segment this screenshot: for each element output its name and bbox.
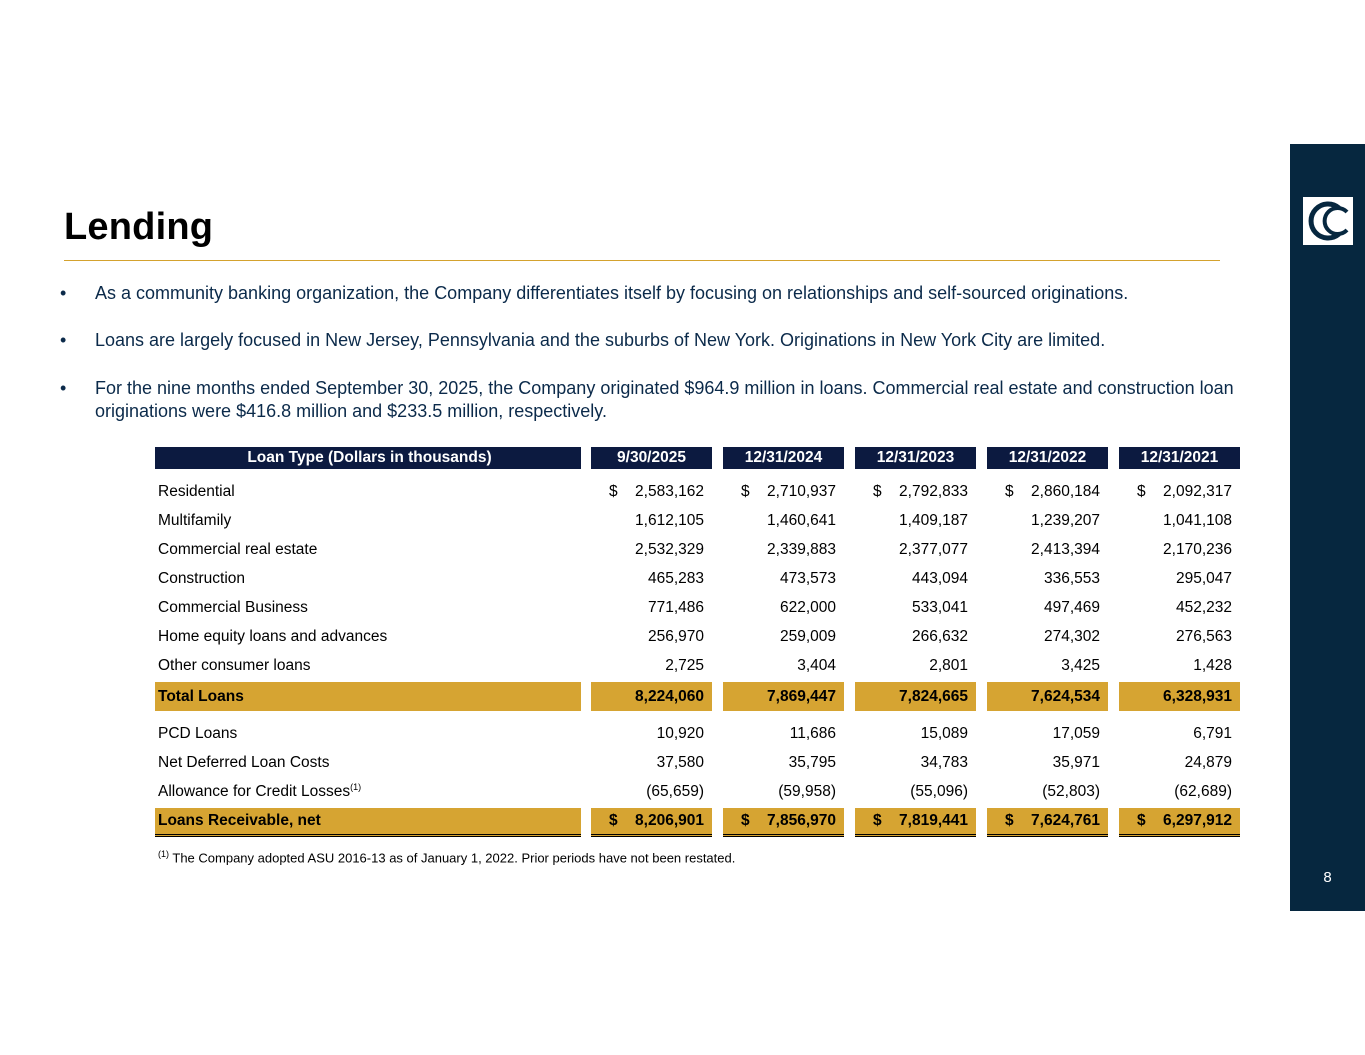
value-text: 533,041 [911,598,968,616]
value-cell [723,719,844,748]
value-cell [1119,682,1240,711]
value-cell [855,777,976,806]
value-cell [987,748,1108,777]
value-cell [723,748,844,777]
value-cell [723,477,844,506]
table-row [155,651,1240,680]
value-text: 1,612,105 [635,511,704,529]
value-text: 771,486 [647,598,704,616]
value-text: 10,920 [656,724,704,742]
value-cell [591,719,712,748]
value-cell [723,622,844,651]
row-label [155,719,581,748]
table-row [155,564,1240,593]
value-text: 2,710,937 [767,482,836,500]
bullet-marker: • [60,283,67,303]
value-cell [591,535,712,564]
value-cell [855,622,976,651]
value-cell [591,808,712,837]
table-row [155,748,1240,777]
dollar-sign: $ [1005,812,1014,829]
value-cell [1119,506,1240,535]
value-cell [1119,622,1240,651]
row-label-text: Multifamily [158,511,232,529]
value-cell [1119,564,1240,593]
row-label-text: Home equity loans and advances [158,627,388,645]
row-label-text: Commercial Business [158,598,308,616]
value-cell [855,719,976,748]
value-text: 17,059 [1052,724,1100,742]
value-text: 1,409,187 [899,511,968,529]
value-cell [987,593,1108,622]
value-text: 622,000 [779,598,836,616]
bullet-item [60,282,1260,305]
value-cell [723,808,844,837]
row-label [155,593,581,622]
value-cell [987,808,1108,837]
row-label-text: Net Deferred Loan Costs [158,753,330,771]
header-loan-type: Loan Type (Dollars in thousands) [155,447,581,469]
value-text: 1,041,108 [1163,511,1232,529]
value-cell [855,748,976,777]
value-text: (62,689) [1174,782,1232,800]
row-label-text: Other consumer loans [158,656,311,674]
value-cell [723,593,844,622]
value-cell [591,777,712,806]
value-cell [1119,535,1240,564]
row-label-text: Residential [158,482,235,500]
value-text: 1,428 [1193,656,1232,674]
value-cell [855,593,976,622]
value-cell [987,564,1108,593]
row-label [155,777,581,806]
row-label [155,682,581,711]
value-cell [987,719,1108,748]
value-text: 37,580 [656,753,704,771]
value-text: 2,725 [665,656,704,674]
page-number: 8 [1323,869,1332,886]
header-col: 12/31/2024 [723,447,844,469]
value-cell [1119,777,1240,806]
value-cell [591,622,712,651]
value-cell [987,535,1108,564]
value-text: 7,869,447 [767,687,836,705]
value-cell [723,777,844,806]
value-cell [855,535,976,564]
dollar-sign: $ [741,812,750,829]
header-col: 12/31/2022 [987,447,1108,469]
value-text: 8,224,060 [635,687,704,705]
total-row [155,682,1240,711]
value-cell [723,682,844,711]
bullet-marker: • [60,330,67,350]
title-divider [64,260,1220,261]
value-text: 6,328,931 [1163,687,1232,705]
bullet-list [60,282,1260,447]
value-text: (65,659) [646,782,704,800]
value-cell [987,477,1108,506]
row-label-text: Allowance for Credit Losses [158,783,351,801]
value-text: 497,469 [1043,598,1100,616]
row-label [155,651,581,680]
value-text: 2,860,184 [1031,482,1100,500]
value-text: 2,092,317 [1163,482,1232,500]
table-row [155,477,1240,506]
value-text: 3,404 [797,656,836,674]
value-text: 34,783 [920,753,968,771]
value-text: 3,425 [1061,656,1100,674]
value-text: 24,879 [1184,753,1232,771]
bullet-text: Loans are largely focused in New Jersey, Pennsylvania and the suburbs of New York. Originations in New York City are limited. [95,330,1106,350]
value-text: 1,239,207 [1031,511,1100,529]
row-label-text: Loans Receivable, net [158,812,321,829]
row-label [155,808,581,837]
value-text: 1,460,641 [767,511,836,529]
value-cell [855,506,976,535]
value-cell [855,682,976,711]
value-cell [1119,593,1240,622]
value-text: 2,413,394 [1031,540,1100,558]
row-label [155,564,581,593]
table-row [155,593,1240,622]
value-cell [591,506,712,535]
value-cell [987,622,1108,651]
header-col: 9/30/2025 [591,447,712,469]
value-cell [987,682,1108,711]
value-cell [987,506,1108,535]
header-col: 12/31/2023 [855,447,976,469]
value-text: 7,856,970 [767,812,836,829]
value-text: 2,377,077 [899,540,968,558]
value-cell [1119,808,1240,837]
footnote [158,849,735,865]
value-cell [591,748,712,777]
dollar-sign: $ [1137,482,1146,500]
table-row [155,719,1240,748]
value-text: 259,009 [779,627,836,645]
value-cell [987,651,1108,680]
value-text: 274,302 [1043,627,1100,645]
dollar-sign: $ [1137,812,1146,829]
row-label [155,477,581,506]
sidebar-band [1290,144,1365,911]
dollar-sign: $ [609,812,618,829]
value-cell [723,651,844,680]
value-cell [1119,477,1240,506]
value-text: 2,170,236 [1163,540,1232,558]
value-cell [723,535,844,564]
value-cell [855,808,976,837]
value-text: 35,971 [1052,753,1100,771]
value-text: 256,970 [647,627,704,645]
value-text: 6,297,912 [1163,812,1232,829]
value-text: 473,573 [779,569,836,587]
value-text: (55,096) [910,782,968,800]
dollar-sign: $ [741,482,750,500]
company-logo-icon [1303,197,1353,245]
value-text: 266,632 [911,627,968,645]
value-text: 15,089 [920,724,968,742]
row-label-text: PCD Loans [158,724,238,742]
value-text: (59,958) [778,782,836,800]
value-text: 465,283 [647,569,704,587]
value-cell [1119,719,1240,748]
value-text: 336,553 [1043,569,1100,587]
value-text: 443,094 [911,569,968,587]
value-cell [723,506,844,535]
value-cell [1119,748,1240,777]
value-cell [987,777,1108,806]
row-label [155,535,581,564]
value-text: 8,206,901 [635,812,704,829]
value-cell [1119,651,1240,680]
table-header-row [155,447,1240,469]
loans-table [155,447,1240,837]
row-label-text: Total Loans [158,687,244,705]
value-text: (52,803) [1042,782,1100,800]
value-cell [591,682,712,711]
row-label [155,748,581,777]
bullet-marker: • [60,378,67,398]
value-text: 452,232 [1175,598,1232,616]
dollar-sign: $ [1005,482,1014,500]
value-text: 11,686 [789,724,836,742]
bullet-item [60,329,1260,352]
dollar-sign: $ [873,482,882,500]
footnote-ref: (1) [350,781,362,792]
value-text: 2,339,883 [767,540,836,558]
footnote-text: The Company adopted ASU 2016-13 as of January 1, 2022. Prior periods have not been restated. [169,850,736,866]
row-label [155,622,581,651]
dollar-sign: $ [873,812,882,829]
row-label-text: Commercial real estate [158,540,318,558]
value-text: 6,791 [1193,724,1232,742]
value-cell [591,651,712,680]
value-text: 295,047 [1175,569,1232,587]
table-row [155,777,1240,806]
value-text: 7,824,665 [899,687,968,705]
value-cell [855,477,976,506]
value-cell [855,564,976,593]
value-cell [855,651,976,680]
value-text: 35,795 [788,753,836,771]
row-label-text: Construction [158,569,246,587]
value-cell [591,593,712,622]
value-cell [591,477,712,506]
receivable-row [155,808,1240,837]
bullet-item [60,377,1260,423]
table-body [155,477,1240,837]
value-cell [591,564,712,593]
value-text: 2,532,329 [635,540,704,558]
value-cell [723,564,844,593]
value-text: 276,563 [1175,627,1232,645]
footnote-marker: (1) [158,849,169,859]
value-text: 2,801 [929,656,968,674]
dollar-sign: $ [609,482,618,500]
table-row [155,622,1240,651]
value-text: 7,819,441 [899,812,968,829]
value-text: 7,624,761 [1031,812,1100,829]
table-row [155,535,1240,564]
header-col: 12/31/2021 [1119,447,1240,469]
value-text: 2,583,162 [635,482,704,500]
bullet-text: As a community banking organization, the Company differentiates itself by focusing on relationships and self-sourced originations. [95,283,1129,303]
row-label [155,506,581,535]
bullet-text: For the nine months ended September 30, 2025, the Company originated $964.9 million in loans. Commercial real estate and construction loan originations were $416.8 million and $233.5 million, respectively. [95,378,1234,421]
page-title: Lending [64,206,214,248]
table-row [155,506,1240,535]
value-text: 7,624,534 [1031,687,1100,705]
value-text: 2,792,833 [899,482,968,500]
